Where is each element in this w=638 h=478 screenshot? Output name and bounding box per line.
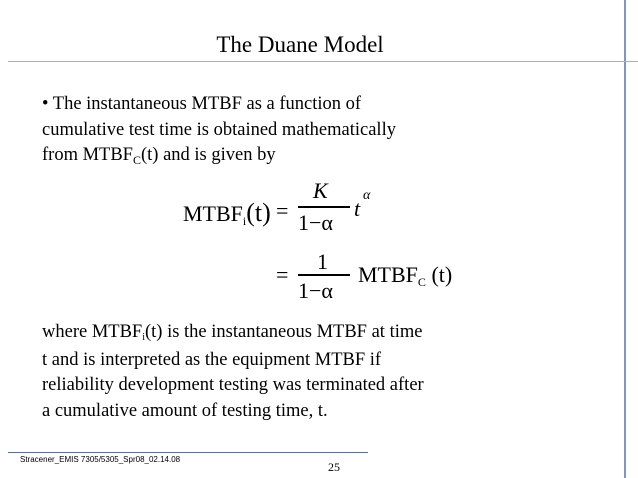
eq1-fraction-bar [298,206,350,208]
eq2-equals: = [276,262,289,287]
bullet-line-2: cumulative test time is obtained mathematically [42,119,396,140]
eq1-equals: = [276,198,289,223]
eq1-denominator: 1−α [298,210,333,235]
bullet-paragraph [42,92,396,170]
bullet-line-3: from $MTBF_C(t)$ and is given by [42,145,276,167]
eq2-numerator: 1 [317,249,328,274]
bullet-symbol: • [42,94,49,114]
title-underline [8,61,638,62]
eq2-rhs: MTBFC (t) [358,262,453,289]
eq1-exponent: α [363,188,371,203]
eq1-lhs: MTBFi(t) [183,198,271,228]
eq2-denominator: 1−α [298,278,333,303]
page-number: 25 [328,460,340,474]
eq1-numerator: K [313,178,328,203]
where-paragraph [42,320,424,424]
footer-rule [8,452,368,453]
slide-title: The Duane Model [216,32,384,57]
where-line-1: where MTBFi(t) is the instantaneous MTBF at time [42,322,423,343]
eq2-fraction-bar [298,274,350,276]
where-line-2: t and is interpreted as the equipment MTBF if [42,349,382,370]
subscript-c: C [132,153,141,167]
right-border-line [624,0,626,478]
bullet-line-1: • The instantaneous MTBF as a function of [42,94,362,114]
where-line-3: reliability development testing was terminated after [42,375,424,395]
eq1-t: t [354,196,361,221]
where-line-4: a cumulative amount of testing time, t. [42,400,328,421]
footer-text: Stracener_EMIS 7305/5305_Spr08_02.14.08 [20,455,181,464]
